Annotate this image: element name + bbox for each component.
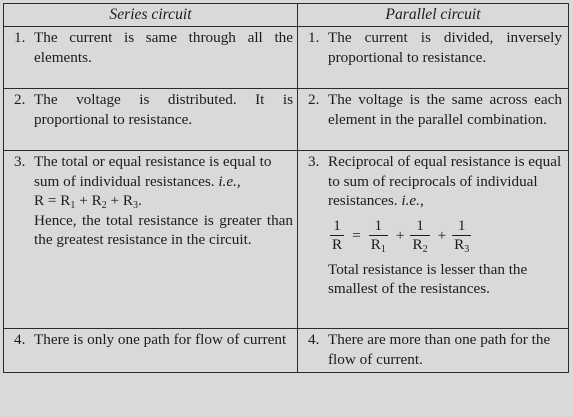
table-row [4,89,569,151]
series-text-2: The voltage is distributed. It is proportional to resistance. [34,91,293,128]
series-cell-3 [4,151,298,329]
parallel-note: Total resistance is lesser than the smallest of the resistances. [328,260,528,298]
parallel-text-3 [328,152,562,211]
item-number: 3. [308,153,320,170]
header-row [4,4,569,27]
item-number: 3. [14,153,26,170]
series-cell-1 [4,27,298,89]
item-number: 1. [308,29,320,46]
parallel-text-3a: Reciprocal of equal resistance is equal to sum of reciprocals of individual resistances. [328,153,562,210]
item-number: 4. [14,331,26,348]
item-number: 1. [14,29,26,46]
table-row [4,151,569,329]
series-cell-4 [4,329,298,373]
parallel-cell-3 [298,151,569,329]
series-cell-2 [4,89,298,151]
table-row [4,27,569,89]
series-header: Series circuit [4,4,298,27]
parallel-formula: $\frac{1}{R}$ = $\frac{1}{R_1}$ + $\frac{1}{R_2}$ + $\frac{1}{R_3}$ [332,217,470,256]
item-number: 2. [14,91,26,108]
series-formula: $R = R_1 + R_2 + R_3$. [34,192,142,212]
parallel-ie: i.e., [401,192,424,210]
item-number: 2. [308,91,320,108]
parallel-cell-4 [298,329,569,373]
series-ie: i.e., [218,172,241,190]
comparison-table [3,3,569,373]
parallel-cell-2 [298,89,569,151]
series-text-1: The current is same through all the elements. [34,29,293,66]
series-text-4: There is only one path for flow of current [34,331,287,348]
parallel-cell-1 [298,27,569,89]
parallel-text-1: The current is divided, inversely proportional to resistance. [328,29,562,66]
series-text-3 [34,152,293,191]
series-hence: Hence, the total resistance is greater than the greatest resistance in the circuit. [34,211,293,249]
parallel-header: Parallel circuit [298,4,569,27]
item-number: 4. [308,331,320,348]
parallel-text-4: There are more than one path for the flow of current. [328,331,551,368]
series-text-3a: The total or equal resistance is equal to sum of individual resistances. [34,153,272,190]
table-row [4,329,569,373]
parallel-text-2: The voltage is the same across each element in the parallel combination. [328,91,562,128]
